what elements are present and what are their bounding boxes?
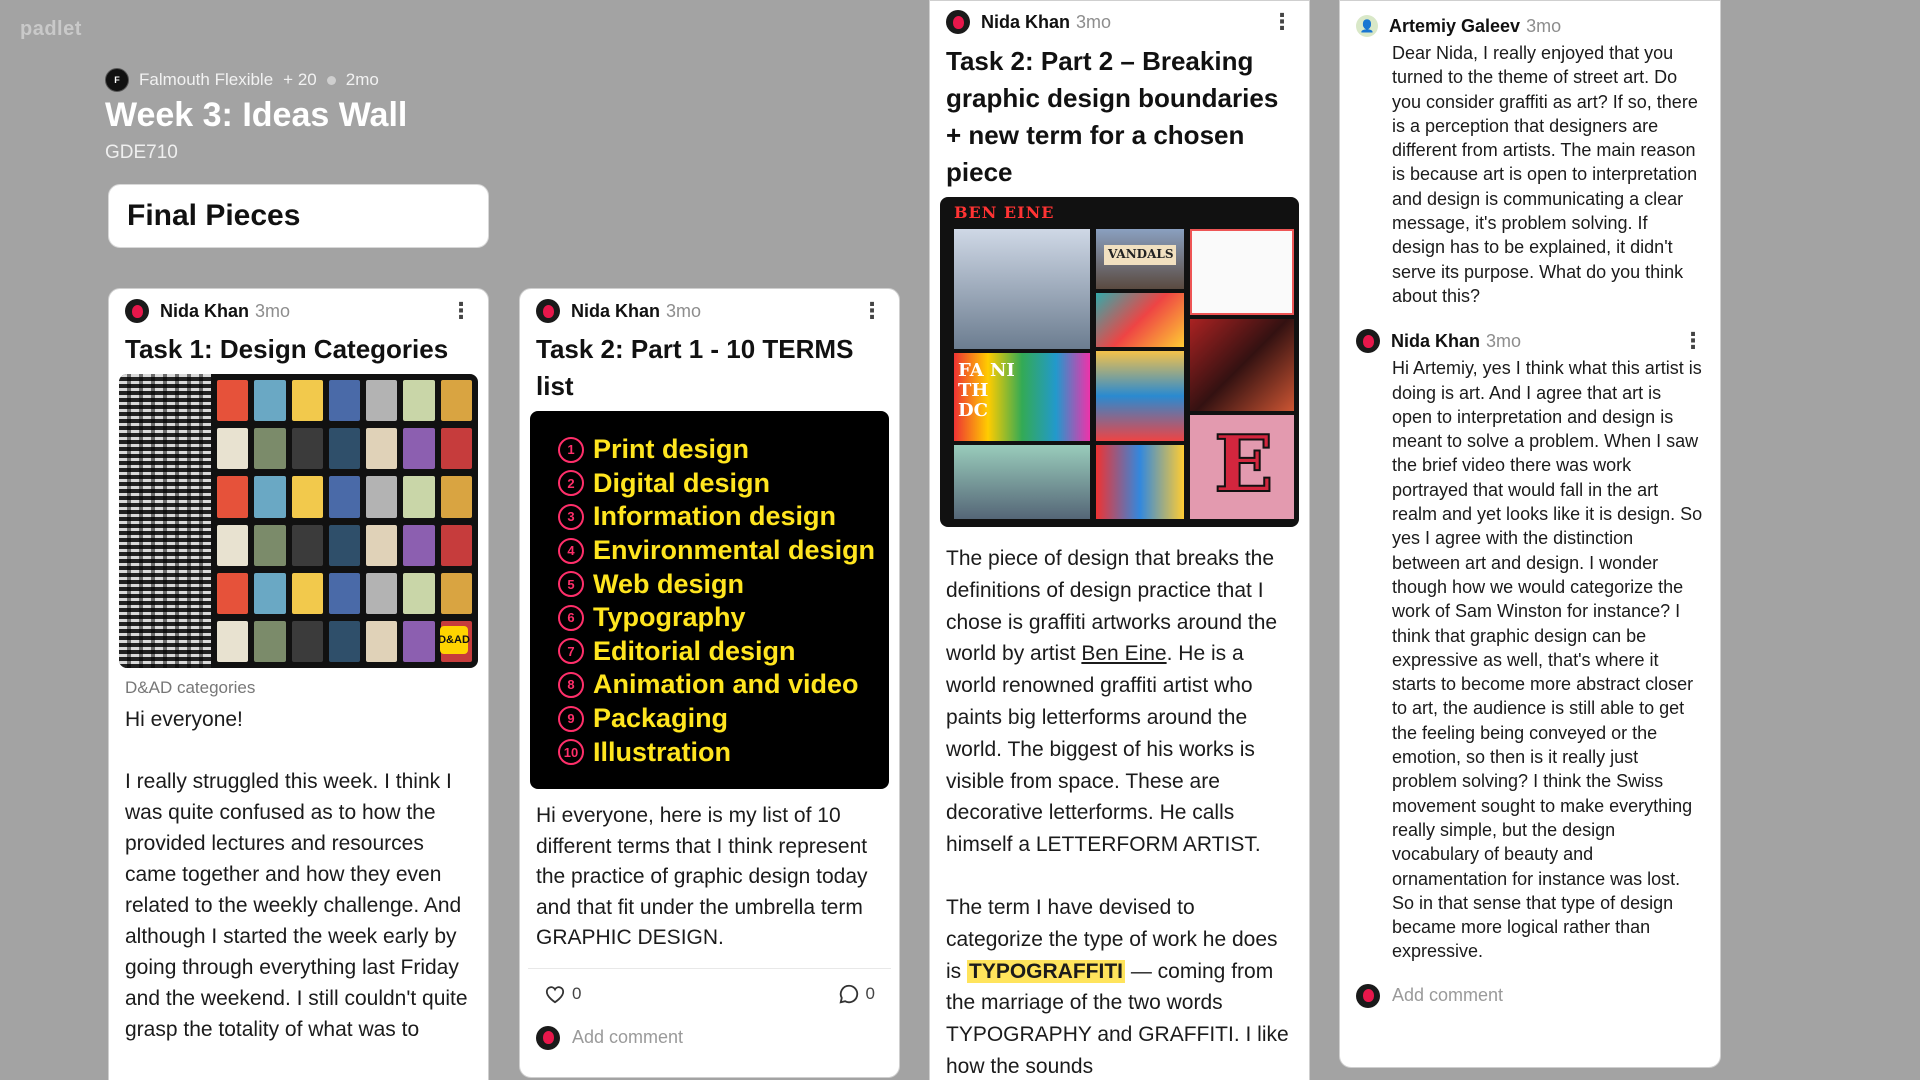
org-logo: F (105, 68, 129, 92)
term-item (558, 635, 889, 669)
collage-tile (1096, 351, 1184, 441)
term-label: Information design (593, 501, 836, 532)
post-body: Hi everyone, here is my list of 10 different terms that I think represent the practice of graphic design today and that fit under the umbrella term GRAPHIC DESIGN. (536, 804, 868, 950)
term-number-icon: 6 (558, 605, 584, 631)
category-thumbnail (292, 380, 323, 421)
category-thumbnails (217, 380, 472, 662)
more-options-icon[interactable]: ⋮ (450, 298, 472, 323)
category-thumbnail (366, 428, 397, 469)
collage-word: FA NI TH DC (958, 360, 1015, 421)
collage-tile (954, 229, 1090, 349)
comment-header (1356, 326, 1704, 356)
category-thumbnail (403, 573, 434, 614)
category-thumbnail (292, 525, 323, 566)
body-text: — coming from the marriage of the two words TYPOGRAPHY and GRAFFITI. I like how the sounds (946, 959, 1289, 1078)
comments-card[interactable] (1339, 0, 1721, 1068)
collage-tile (1096, 293, 1184, 347)
terms-list (558, 433, 889, 769)
post-title: Task 1: Design Categories (125, 334, 449, 364)
collage-tile (1096, 445, 1184, 519)
term-number-icon: 2 (558, 470, 584, 496)
post-age: 3mo (666, 300, 702, 321)
heart-icon[interactable] (544, 984, 566, 1004)
term-label: Illustration (593, 736, 732, 767)
term-label: Web design (593, 568, 745, 599)
category-thumbnail (292, 476, 323, 517)
category-thumbnail (217, 476, 248, 517)
category-thumbnail (329, 428, 360, 469)
avatar[interactable] (536, 299, 560, 323)
comment-count: 0 (865, 984, 875, 1004)
collage-tile (1190, 319, 1294, 411)
term-label: Environmental design (593, 535, 876, 566)
term-item (558, 433, 889, 467)
collage-word: E (1214, 419, 1274, 510)
category-thumbnail (217, 525, 248, 566)
post-body (109, 704, 488, 1045)
post-actions (528, 968, 891, 1020)
category-thumbnail (366, 476, 397, 517)
term-number-icon: 8 (558, 672, 584, 698)
term-label: Editorial design (593, 635, 796, 666)
category-thumbnail (292, 573, 323, 614)
term-item (558, 534, 889, 568)
category-thumbnail (254, 573, 285, 614)
collage-word: VANDALS (1108, 247, 1174, 261)
post-paragraph: Hi everyone! (125, 708, 243, 731)
like-button[interactable] (544, 984, 581, 1004)
post-title: Task 2: Part 2 – Breaking graphic design boundaries + new term for a chosen piece (946, 46, 1279, 187)
category-thumbnail (329, 380, 360, 421)
comment-text: Dear Nida, I really enjoyed that you turned to the theme of street art. Do you consider graffiti as art? If so, there is a perception that designers are different from artists. The main reason is because art is open to interpretation and design is communicating a clear message, it's problem solving. If design has to be explained, it didn't serve its purpose. What do you think about this? (1392, 43, 1698, 306)
post-title: Task 2: Part 1 - 10 TERMS list (536, 334, 854, 401)
term-number-icon: 5 (558, 571, 584, 597)
user-avatar-icon[interactable]: 👤 (1356, 15, 1378, 37)
category-thumbnail (292, 621, 323, 662)
category-thumbnail (403, 621, 434, 662)
highlighted-term: TYPOGRAFFITI (969, 959, 1123, 983)
org-name[interactable]: Falmouth Flexible (139, 70, 274, 89)
category-thumbnail (366, 380, 397, 421)
collage-tile (1104, 245, 1176, 265)
board-meta (105, 68, 379, 92)
category-thumbnail (254, 380, 285, 421)
category-thumbnail (366, 525, 397, 566)
category-thumbnail (292, 428, 323, 469)
padlet-logo[interactable]: padlet (20, 18, 82, 40)
category-thumbnail (217, 380, 248, 421)
post-header (520, 289, 899, 323)
category-thumbnail (403, 380, 434, 421)
category-thumbnail (254, 621, 285, 662)
term-label: Digital design (593, 467, 771, 498)
category-thumbnail (441, 525, 472, 566)
body-text: . He is a world renowned graffiti artist who paints big letterforms around the world. The biggest of his works is visible from space. These are decorative letterforms. He calls himself a LETTERFORM ARTIST. (946, 642, 1261, 857)
add-comment-field[interactable] (520, 1020, 899, 1056)
member-count[interactable]: + 20 (283, 70, 317, 89)
category-thumbnail (403, 525, 434, 566)
board-title: Week 3: Ideas Wall (105, 96, 408, 134)
comment-text: Hi Artemiy, yes I think what this artist is doing is art. And I agree that art is open to interpretation and design is meant to solve a problem. When I saw the brief video there was work portrayed that would fall in the art realm and yet looks like it is design. So yes I agree with the distinction between art and design. I wonder though how we would categorize the work of Sam Winston for instance? I think that graphic design can be expressive as well, that's where it starts to become more abstract closer to art, the audience is still able to get the feeling being conveyed or the emotion, so then is it really just problem solving? I think the Swiss movement sought to make everything really simple, but the design vocabulary of beauty and ornamentation for instance was lost. So in that sense that type of design became more logical rather than expressive. (1392, 358, 1703, 962)
section-title-final-pieces[interactable]: Final Pieces (108, 184, 489, 248)
post-header (109, 289, 488, 323)
post-card-task2-part2[interactable] (929, 0, 1310, 1080)
collage-tile (954, 353, 1090, 441)
like-count: 0 (572, 984, 582, 1004)
more-options-icon[interactable]: ⋮ (1271, 9, 1293, 34)
more-options-icon[interactable]: ⋮ (861, 298, 883, 323)
category-thumbnail (329, 476, 360, 517)
author-name: Nida Khan (571, 300, 661, 321)
comment (1340, 1, 1720, 308)
post-body (930, 527, 1309, 1080)
post-header (930, 1, 1309, 35)
category-thumbnail (441, 573, 472, 614)
stripe-pattern (119, 374, 211, 668)
add-comment-placeholder[interactable]: Add comment (572, 1027, 684, 1048)
category-thumbnail (329, 525, 360, 566)
category-thumbnail (329, 573, 360, 614)
author-name: Nida Khan (981, 11, 1071, 32)
term-number-icon: 4 (558, 538, 584, 564)
more-options-icon[interactable]: ⋮ (1682, 328, 1704, 354)
category-thumbnail (366, 573, 397, 614)
category-thumbnail (441, 428, 472, 469)
ben-eine-link[interactable]: Ben Eine (1081, 642, 1167, 666)
term-label: Print design (593, 434, 750, 465)
term-item (558, 735, 889, 769)
post-card-task1[interactable] (108, 288, 489, 1080)
body-text: The piece of design that breaks the definitions of design practice that I chose is graffiti artworks around the world by artist (946, 547, 1278, 666)
term-number-icon: 1 (558, 437, 584, 463)
term-item (558, 601, 889, 635)
term-item (558, 467, 889, 501)
category-thumbnail (217, 621, 248, 662)
comment-icon[interactable] (838, 983, 860, 1005)
category-thumbnail (329, 621, 360, 662)
category-thumbnail (403, 476, 434, 517)
avatar (536, 1026, 560, 1050)
collage-tile (954, 445, 1090, 519)
post-paragraph (946, 543, 1293, 861)
separator-dot-icon (327, 76, 336, 85)
term-label: Packaging (593, 703, 729, 734)
category-thumbnail (254, 428, 285, 469)
term-label: Animation and video (593, 669, 859, 700)
category-thumbnail (217, 573, 248, 614)
collage-tile (1190, 229, 1294, 315)
board-age: 2mo (345, 70, 379, 89)
term-number-icon: 7 (558, 638, 584, 664)
post-paragraph: I really struggled this week. I think I was quite confused as to how the provided lectures and resources came together and how they even related to the weekly challenge. And although I started the week early by going through everything last Friday and the weekend. I still couldn't quite grasp the totality of what was to (125, 770, 468, 1041)
comment (1340, 308, 1720, 963)
term-number-icon: 3 (558, 504, 584, 530)
comment-age: 3mo (1486, 330, 1522, 351)
image-caption: D&AD categories (125, 678, 256, 697)
board-code: GDE710 (105, 142, 178, 163)
term-item (558, 702, 889, 736)
comment-header (1356, 11, 1704, 41)
avatar[interactable] (946, 10, 970, 34)
term-number-icon: 9 (558, 706, 584, 732)
comment-age: 3mo (1526, 15, 1562, 36)
collage-tile (1190, 415, 1294, 519)
avatar (1356, 984, 1380, 1008)
category-thumbnail (366, 621, 397, 662)
post-age: 3mo (1076, 11, 1112, 32)
category-thumbnail (441, 380, 472, 421)
comment-author: Nida Khan (1391, 330, 1481, 351)
ten-terms-image[interactable] (530, 411, 889, 789)
term-item (558, 500, 889, 534)
avatar[interactable] (125, 299, 149, 323)
post-card-task2-part1[interactable] (519, 288, 900, 1078)
avatar[interactable] (1356, 329, 1380, 353)
add-comment-placeholder[interactable]: Add comment (1392, 985, 1504, 1006)
add-comment-field[interactable] (1340, 978, 1720, 1014)
category-thumbnail (441, 476, 472, 517)
term-item (558, 668, 889, 702)
comment-author: Artemiy Galeev (1389, 15, 1521, 36)
term-item (558, 567, 889, 601)
post-age: 3mo (255, 300, 291, 321)
category-thumbnail (403, 428, 434, 469)
category-thumbnail (217, 428, 248, 469)
author-name: Nida Khan (160, 300, 250, 321)
dad-logo-icon: D&AD (440, 626, 468, 654)
ben-eine-collage-image[interactable] (940, 197, 1299, 527)
body-text: The term I have devised to categorize the type of work he does is (946, 895, 1278, 983)
collage-title: BEN EINE (954, 203, 1055, 222)
comment-button[interactable] (838, 983, 875, 1005)
category-thumbnail (254, 476, 285, 517)
term-number-icon: 10 (558, 739, 584, 765)
post-paragraph (946, 892, 1293, 1080)
dad-categories-image[interactable] (119, 374, 478, 668)
category-thumbnail (254, 525, 285, 566)
term-label: Typography (593, 602, 746, 633)
